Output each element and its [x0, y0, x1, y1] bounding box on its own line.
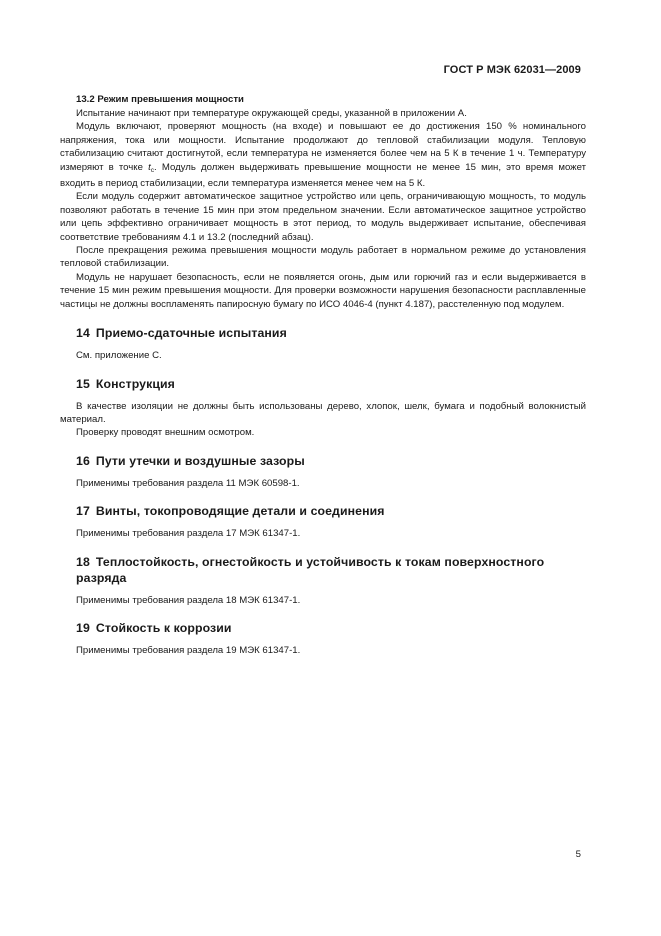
paragraph: Применимы требования раздела 17 МЭК 61347-1. [76, 528, 301, 540]
section-number: 19 [76, 620, 90, 635]
section-heading [60, 325, 586, 341]
paragraph: Модуль не нарушает безопасность, если не появляется огонь, дым или горючий газ и если выдерживается в течение 15 мин режим превышения мощности. Для проверки возможности нарушения безопасности расплавленные частицы не должны воспламенять папиросную бумагу по ИСО 4046-4 (пункт 4.187), расстеленную под модулем. [60, 271, 586, 310]
section-title: Приемо-сдаточные испытания [95, 326, 287, 341]
section-number: 15 [76, 376, 90, 391]
section-title: Пути утечки и воздушные зазоры [95, 453, 305, 468]
standard-header: ГОСТ Р МЭК 62031—2009 [443, 64, 581, 76]
paragraph: Испытание начинают при температуре окружающей среды, указанной в приложении А. [76, 108, 467, 119]
section-heading [60, 554, 586, 586]
section-heading [60, 376, 586, 392]
paragraph: После прекращения режима превышения мощности модуль работает в нормальном режиме до установления тепловой стабилизации. [60, 245, 586, 270]
paragraph: Проверку проводят внешним осмотром. [76, 427, 255, 439]
section-heading [60, 620, 586, 636]
page-number: 5 [575, 849, 581, 860]
section-19 [60, 620, 586, 657]
subsection-title: 13.2 Режим превышения мощности [76, 94, 244, 105]
section-number: 16 [76, 453, 90, 468]
paragraph: Если модуль содержит автоматическое защитное устройство или цепь, ограничивающую мощность, то модуль позволяют работать в течение 15 мин при этом предельном значении. Если автоматическое защитное устройство или цепь эффективно ограничивает мощность в этот период, то модуль выдерживает испытание, обеспечивая соответствие требованиям 4.1 и 13.2 (последний абзац). [60, 191, 586, 243]
paragraph-text: Модуль включают, проверяют мощность (на входе) и повышают ее до достижения 150 % номинального напряжения, тока или мощности. Испытание продолжают до тепловой стабилизации модуля. Тепловую стабилизацию считают достигнутой, если температура не изменяется более чем на 5 К в течение 1 ч. Температуру измеряют в точке [60, 121, 586, 173]
section-title: Конструкция [95, 376, 175, 391]
section-18 [60, 554, 586, 607]
section-number: 18 [76, 554, 90, 569]
paragraph: См. приложение С. [76, 350, 162, 362]
section-14 [60, 325, 586, 362]
paragraph: Применимы требования раздела 11 МЭК 60598-1. [76, 477, 300, 489]
section-title: Теплостойкость, огнестойкость и устойчивость к токам поверхностного разряда [76, 554, 545, 585]
symbol-subscript: c [150, 166, 155, 174]
section-16 [60, 453, 586, 490]
paragraph-text: . Модуль должен выдерживать превышение мощности не менее 15 мин, это время может входить в период стабилизации, если температура изменяется менее чем на 5 К. [60, 161, 586, 190]
section-heading [60, 503, 586, 519]
section-heading [60, 453, 586, 469]
paragraph: Применимы требования раздела 19 МЭК 61347-1. [76, 644, 301, 656]
section-title: Стойкость к коррозии [95, 620, 232, 635]
paragraph: Применимы требования раздела 18 МЭК 61347-1. [76, 594, 301, 606]
section-number: 17 [76, 504, 90, 519]
paragraph [60, 120, 586, 190]
section-15 [60, 376, 586, 440]
section-number: 14 [76, 326, 90, 341]
paragraph: В качестве изоляции не должны быть использованы дерево, хлопок, шелк, бумага и подобный волокнистый материал. [60, 400, 586, 425]
section-title: Винты, токопроводящие детали и соединения [95, 504, 385, 519]
content-body [60, 94, 586, 657]
section-17 [60, 503, 586, 540]
symbol-t: t [148, 161, 151, 173]
